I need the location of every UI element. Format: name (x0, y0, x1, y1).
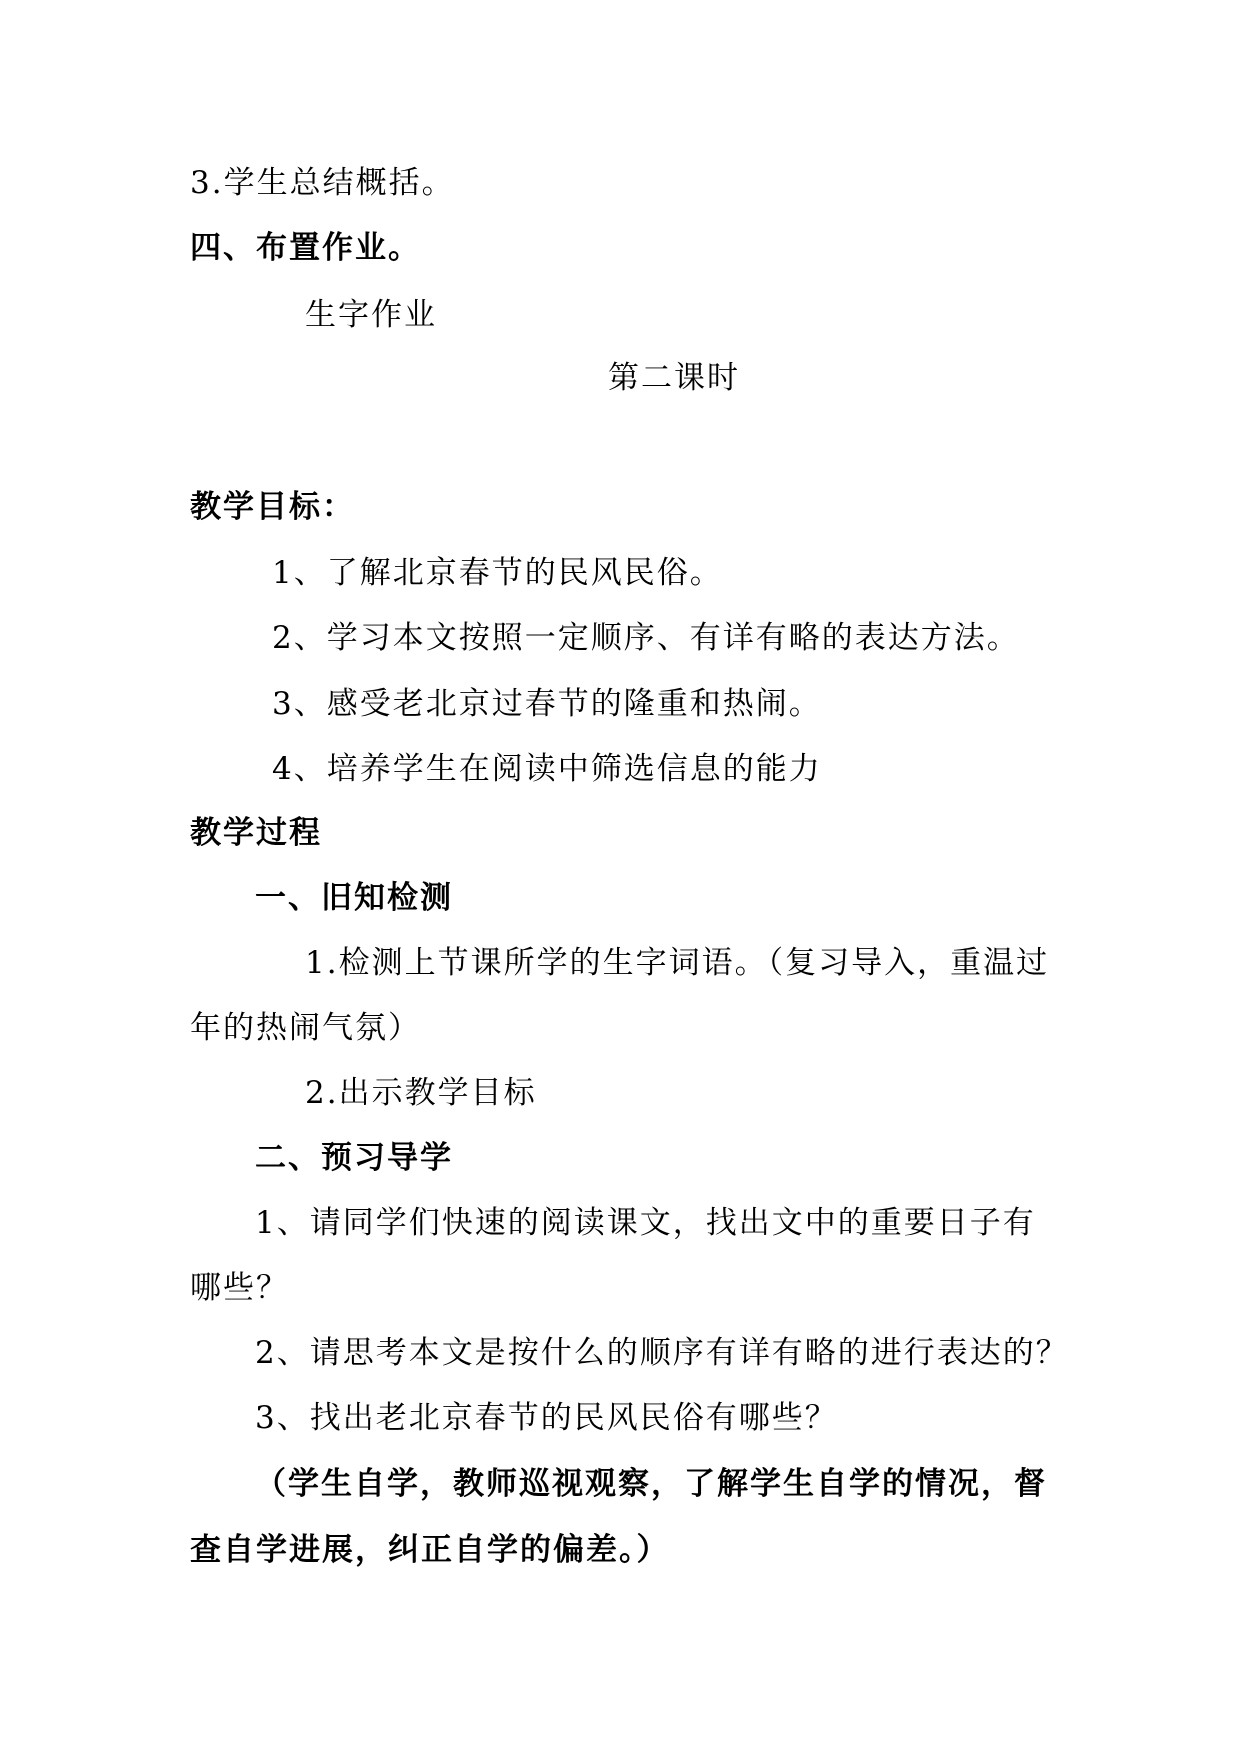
preview-question-2: 2、请思考本文是按什么的顺序有详有略的进行表达的？ (255, 1335, 1069, 1371)
goal-4: 4、培养学生在阅读中筛选信息的能力 (272, 751, 822, 787)
teaching-process-heading: 教学过程 (190, 815, 322, 851)
goal-3: 3、感受老北京过春节的隆重和热闹。 (272, 686, 822, 722)
lesson-2-title: 第二课时 (608, 360, 740, 396)
goal-1: 1、了解北京春节的民风民俗。 (272, 555, 723, 591)
section-4-homework-heading: 四、布置作业。 (190, 230, 421, 266)
goal-2: 2、学习本文按照一定顺序、有详有略的表达方法。 (272, 620, 1020, 656)
review-step-1-continued: 年的热闹气氛） (190, 1010, 421, 1046)
review-step-1: 1.检测上节课所学的生字词语。（复习导入，重温过 (305, 945, 1050, 981)
preview-question-1: 1、请同学们快速的阅读课文，找出文中的重要日子有 (255, 1205, 1036, 1241)
section-1-review-heading: 一、旧知检测 (255, 880, 453, 916)
teaching-goals-heading: 教学目标： (190, 489, 355, 525)
preview-question-1-continued: 哪些？ (190, 1270, 289, 1306)
self-study-note: （学生自学，教师巡视观察，了解学生自学的情况，督 (255, 1466, 1047, 1502)
preview-question-3: 3、找出老北京春节的民风民俗有哪些？ (255, 1400, 838, 1436)
review-step-2: 2.出示教学目标 (305, 1075, 537, 1111)
homework-item: 生字作业 (305, 297, 437, 333)
self-study-note-continued: 查自学进展，纠正自学的偏差。） (190, 1532, 670, 1568)
section-2-preview-heading: 二、预习导学 (255, 1140, 453, 1176)
step-3-summary: 3.学生总结概括。 (190, 165, 455, 201)
